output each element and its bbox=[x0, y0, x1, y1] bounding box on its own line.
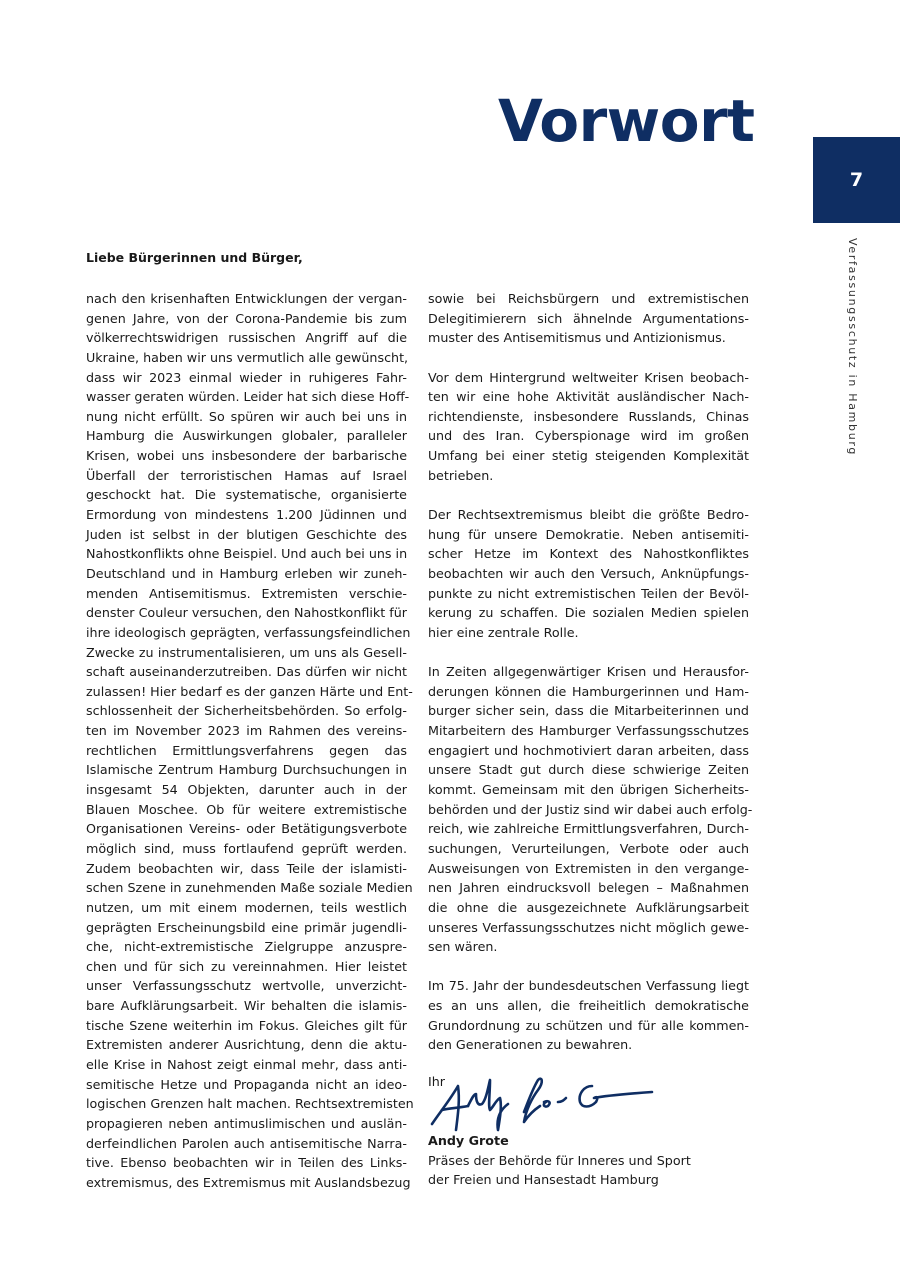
right-column bbox=[428, 289, 753, 1055]
body-line: denster Couleur versuchen, den Nahostkonflikt für bbox=[86, 605, 407, 621]
body-line: rechtlichen Ermittlungsverfahrens gegen das bbox=[86, 742, 407, 758]
body-line: propagieren neben antimuslimischen und auslän- bbox=[86, 1115, 407, 1131]
body-line: Überfall der terroristischen Hamas auf Israel bbox=[86, 467, 407, 483]
body-line: Mitarbeitern des Hamburger Verfassungsschutzes bbox=[428, 723, 749, 739]
body-line: suchungen, Verurteilungen, Verbote oder auch bbox=[428, 840, 749, 856]
body-line: wasser geraten würden. Leider hat sich diese Hoff- bbox=[86, 389, 410, 405]
body-line: elle Krise in Nahost zeigt einmal mehr, dass anti- bbox=[86, 1056, 407, 1072]
body-line: ten wir eine hohe Aktivität ausländischer Nach- bbox=[428, 389, 749, 405]
signer-role-line-1: Präses der Behörde für Inneres und Sport bbox=[428, 1152, 691, 1168]
body-line: Der Rechtsextremismus bleibt die größte Bedro- bbox=[428, 507, 749, 523]
body-line: tische Szene weiterhin im Fokus. Gleiches gilt für bbox=[86, 1017, 407, 1033]
body-line: kommt. Gemeinsam mit den übrigen Sicherheits- bbox=[428, 782, 749, 798]
body-line: unseres Verfassungsschutzes nicht möglich gewe- bbox=[428, 919, 749, 935]
body-line: möglich sind, muss fortlaufend geprüft werden. bbox=[86, 840, 407, 856]
body-line: logischen Grenzen halt machen. Rechtsextremisten bbox=[86, 1096, 414, 1112]
body-line: hier eine zentrale Rolle. bbox=[428, 624, 579, 640]
page-number-tab bbox=[813, 137, 900, 223]
body-line: muster des Antisemitismus und Antizionismus. bbox=[428, 330, 726, 346]
paragraph bbox=[428, 976, 749, 1055]
body-line: richtendienste, insbesondere Russlands, Chinas bbox=[428, 408, 749, 424]
body-line: behörden und der Justiz sind wir dabei auch erfolg- bbox=[428, 801, 753, 817]
body-line: ihre ideologisch geprägten, verfassungsfeindlichen bbox=[86, 624, 411, 640]
body-line: Hamburg die Auswirkungen globaler, paralleler bbox=[86, 428, 407, 444]
body-line: schaft auseinanderzutreiben. Das dürfen wir nicht bbox=[86, 664, 407, 680]
body-line: scher Hetze im Kontext des Nahostkonfliktes bbox=[428, 546, 749, 562]
body-line: geprägten Erscheinungsbild eine primär jugendli- bbox=[86, 919, 407, 935]
body-line: menden Antisemitismus. Extremisten verschie- bbox=[86, 585, 407, 601]
body-line: Organisationen Vereins- oder Betätigungsverbote bbox=[86, 821, 407, 837]
body-line: geschockt hat. Die systematische, organisierte bbox=[86, 487, 407, 503]
body-line: Umfang bei einer stetig steigenden Komplexität bbox=[428, 448, 749, 464]
body-line: Juden ist selbst in der blutigen Geschichte des bbox=[86, 526, 407, 542]
body-line: In Zeiten allgegenwärtiger Krisen und Herausfor- bbox=[428, 664, 749, 680]
body-line: völkerrechtswidrigen russischen Angriff auf die bbox=[86, 330, 407, 346]
closing-word: Ihr bbox=[428, 1074, 445, 1089]
body-line: semitische Hetze und Propaganda nicht an ideo- bbox=[86, 1076, 407, 1092]
signer-name: Andy Grote bbox=[428, 1133, 509, 1148]
body-line: und des Iran. Cyberspionage wird im großen bbox=[428, 428, 749, 444]
body-line: ten im November 2023 im Rahmen des vereins- bbox=[86, 723, 407, 739]
body-line: Ausweisungen von Extremisten in den vergange- bbox=[428, 860, 749, 876]
body-line: Islamische Zentrum Hamburg Durchsuchungen in bbox=[86, 762, 407, 778]
signer-block bbox=[428, 1131, 758, 1190]
signer-role-line-2: der Freien und Hansestadt Hamburg bbox=[428, 1172, 659, 1188]
body-line: tive. Ebenso beobachten wir in Teilen des Links- bbox=[86, 1155, 407, 1171]
salutation: Liebe Bürgerinnen und Bürger, bbox=[86, 250, 303, 265]
body-line: nen Jahren eindrucksvoll belegen – Maßnahmen bbox=[428, 880, 749, 896]
body-line: genen Jahre, von der Corona-Pandemie bis zum bbox=[86, 310, 407, 326]
paragraph bbox=[428, 662, 753, 957]
body-line: die ohne die ausgezeichnete Aufklärungsarbeit bbox=[428, 899, 749, 915]
body-line: engagiert und hochmotiviert daran arbeiten, dass bbox=[428, 742, 749, 758]
body-line: Krisen, wobei uns insbesondere der barbarische bbox=[86, 448, 407, 464]
body-line: schen Szene in zunehmenden Maße soziale Medien bbox=[86, 880, 413, 896]
body-line: dass wir 2023 einmal wieder in ruhigeres Fahr- bbox=[86, 369, 407, 385]
signature-image bbox=[428, 1072, 658, 1136]
paragraph bbox=[428, 289, 749, 348]
body-line: Im 75. Jahr der bundesdeutschen Verfassung liegt bbox=[428, 978, 749, 994]
body-line: burger sicher sein, dass die Mitarbeiterinnen und bbox=[428, 703, 749, 719]
running-title: Verfassungsschutz in Hamburg bbox=[846, 238, 859, 457]
body-line: nutzen, um mit einem modernen, teils westlich bbox=[86, 899, 407, 915]
body-line: reich, wie zahlreiche Ermittlungsverfahren, Durch- bbox=[428, 821, 749, 837]
body-line: betrieben. bbox=[428, 467, 494, 483]
body-line: es an uns allen, die freiheitlich demokratische bbox=[428, 998, 749, 1014]
page-title: Vorwort bbox=[498, 87, 755, 155]
body-line: unsere Stadt gut durch diese schwierige Zeiten bbox=[428, 762, 749, 778]
body-line: insgesamt 54 Objekten, darunter auch in der bbox=[86, 782, 407, 798]
body-line: sowie bei Reichsbürgern und extremistischen bbox=[428, 291, 749, 306]
body-line: beobachten wir auch den Versuch, Anknüpfungs- bbox=[428, 565, 749, 581]
body-line: Ermordung von mindestens 1.200 Jüdinnen und bbox=[86, 507, 407, 523]
paragraph-gap bbox=[428, 957, 749, 977]
body-line: Nahostkonflikts ohne Beispiel. Und auch bei uns in bbox=[86, 546, 408, 562]
body-line: Vor dem Hintergrund weltweiter Krisen beobach- bbox=[428, 369, 749, 385]
paragraph-gap bbox=[428, 348, 749, 368]
body-line: unser Verfassungsschutz wertvolle, unverzicht- bbox=[86, 978, 407, 994]
body-line: Extremisten anderer Ausrichtung, denn die aktu- bbox=[86, 1037, 407, 1053]
body-line: schlossenheit der Sicherheitsbehörden. So erfolg- bbox=[86, 703, 407, 719]
body-line: bare Aufklärungsarbeit. Wir behalten die islamis- bbox=[86, 998, 407, 1014]
body-line: zulassen! Hier bedarf es der ganzen Härte und Ent- bbox=[86, 683, 413, 699]
body-line: derungen können die Hamburgerinnen und Ham- bbox=[428, 683, 749, 699]
body-line: hung für unsere Demokratie. Neben antisemiti- bbox=[428, 526, 749, 542]
body-line: chen und für sich zu vereinnahmen. Hier leistet bbox=[86, 958, 407, 974]
body-line: Deutschland und in Hamburg erleben wir zuneh- bbox=[86, 565, 407, 581]
body-line: sen wären. bbox=[428, 939, 498, 955]
body-line: nung nicht erfüllt. So spüren wir auch bei uns in bbox=[86, 408, 407, 424]
paragraph-gap bbox=[428, 485, 749, 505]
left-column bbox=[86, 289, 414, 1192]
page-number: 7 bbox=[849, 169, 864, 191]
body-line: Ukraine, haben wir uns vermutlich alle gewünscht, bbox=[86, 349, 409, 365]
body-line: nach den krisenhaften Entwicklungen der vergan- bbox=[86, 291, 407, 306]
body-line: che, nicht-extremistische Zielgruppe anzuspre- bbox=[86, 939, 407, 955]
body-line: extremismus, des Extremismus mit Auslandsbezug bbox=[86, 1174, 411, 1190]
body-line: den Generationen zu bewahren. bbox=[428, 1037, 633, 1053]
paragraph bbox=[428, 505, 749, 642]
body-line: Delegitimierern sich ähnelnde Argumentations- bbox=[428, 310, 749, 326]
paragraph-gap bbox=[428, 643, 749, 663]
body-line: punkte zu nicht extremistischen Teilen der Bevöl- bbox=[428, 585, 749, 601]
body-line: Zwecke zu instrumentalisieren, um uns als Gesell- bbox=[86, 644, 407, 660]
body-line: Blauen Moschee. Ob für weitere extremistische bbox=[86, 801, 407, 817]
paragraph bbox=[428, 368, 749, 486]
body-line: Grundordnung zu schützen und für alle kommen- bbox=[428, 1017, 749, 1033]
body-line: derfeindlichen Parolen auch antisemitische Narra- bbox=[86, 1135, 407, 1151]
body-line: Zudem beobachten wir, dass Teile der islamisti- bbox=[86, 860, 407, 876]
body-line: kerung zu schaffen. Die sozialen Medien spielen bbox=[428, 605, 749, 621]
